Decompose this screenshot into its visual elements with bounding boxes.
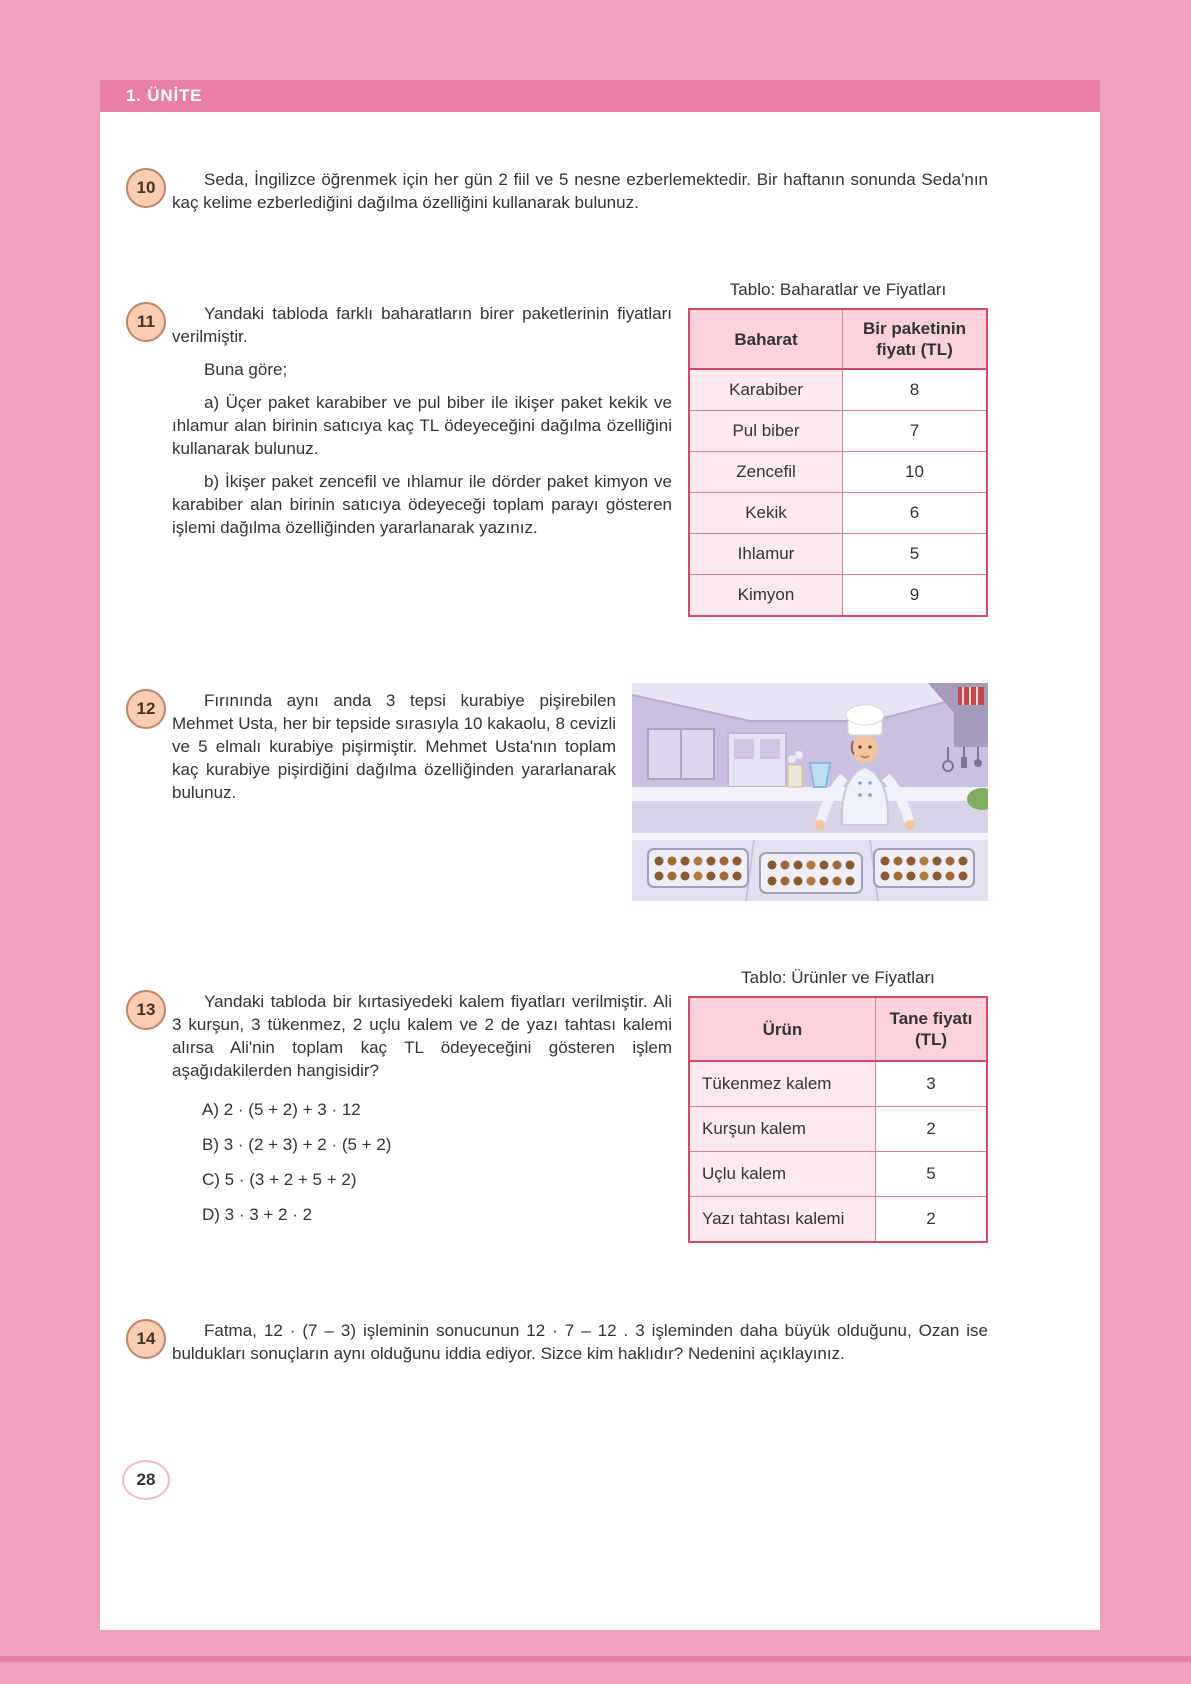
page-number-badge [122, 1460, 170, 1500]
table-row [689, 1107, 987, 1152]
question-14-number-badge [126, 1319, 166, 1359]
question-10-badge-col [126, 168, 172, 224]
column-header-spice: Baharat [689, 309, 843, 369]
question-10 [126, 168, 988, 224]
question-12-badge-col [126, 689, 172, 906]
question-11-intro: Yandaki tabloda farklı baharatların birer paketlerinin fiyatları verilmiştir. [172, 304, 672, 346]
table-header-row [689, 309, 987, 369]
column-header-unit-price: Tane fiyatı (TL) [876, 997, 988, 1061]
table-header-row [689, 997, 987, 1061]
footer-divider [0, 1656, 1191, 1662]
spice-name: Ihlamur [689, 534, 843, 575]
question-number: 13 [136, 1000, 156, 1019]
question-10-number-badge [126, 168, 166, 208]
product-price: 2 [876, 1107, 988, 1152]
spice-price: 6 [843, 493, 988, 534]
question-number: 10 [136, 178, 156, 197]
question-10-body [172, 168, 988, 224]
question-14 [126, 1319, 988, 1375]
spice-table-title: Tablo: Baharatlar ve Fiyatları [729, 280, 947, 299]
question-13-number-badge [126, 990, 166, 1030]
question-11-number-badge [126, 302, 166, 342]
question-12-row [126, 689, 988, 906]
product-price: 2 [876, 1197, 988, 1243]
question-11-part-a: a) Üçer paket karabiber ve pul biber ile ikişer paket kekik ve ıhlamur alan birinin satıcıya kaç TL ödeyeceğini dağılma özelliğini kullanarak bulunuz. [172, 393, 672, 458]
question-14-text: Fatma, 12 · (7 – 3) işleminin sonucunun 12 · 7 – 12 . 3 işleminden daha büyük olduğunu, Ozan ise buldukları sonuçların aynı olduğunu iddia ediyor. Sizce kim haklıdır? Nedenini açıklayınız. [172, 1321, 988, 1363]
baker-illustration [632, 683, 988, 901]
question-number: 12 [136, 699, 156, 718]
question-12-number-badge [126, 689, 166, 729]
product-price: 5 [876, 1152, 988, 1197]
pen-table-panel [688, 968, 988, 1243]
question-11-lead: Buna göre; [204, 360, 288, 379]
question-12 [126, 689, 616, 906]
spice-price-table [688, 308, 988, 617]
question-11-part-b: b) İkişer paket zencefil ve ıhlamur ile dörder paket kimyon ve karabiber alan birinin satıcıya ödeyeceği toplam parayı gösteren işlemi dağılma özelliğinden yararlanarak yazınız. [172, 472, 672, 537]
spice-price: 9 [843, 575, 988, 617]
spice-name: Kimyon [689, 575, 843, 617]
column-header-product: Ürün [689, 997, 876, 1061]
question-13 [126, 990, 672, 1243]
question-11-badge-col [126, 302, 172, 617]
spice-price: 7 [843, 411, 988, 452]
table-row [689, 411, 987, 452]
option-d: D) 3 · 3 + 2 · 2 [202, 1205, 313, 1224]
question-number: 11 [137, 312, 155, 331]
product-price: 3 [876, 1061, 988, 1107]
table-row [689, 452, 987, 493]
table-row [689, 493, 987, 534]
spice-name: Zencefil [689, 452, 843, 493]
question-12-text: Fırınında aynı anda 3 tepsi kurabiye pişirebilen Mehmet Usta, her bir tepside sırasıyla 10 kakaolu, 8 cevizli ve 5 elmalı kurabiye pişirmiştir. Mehmet Usta'nın toplam kaç kurabiye pişirdiğini dağılma özelliğinden yararlanarak bulunuz. [172, 691, 616, 802]
answer-options [172, 1098, 672, 1226]
table-row [689, 1152, 987, 1197]
question-11-body [172, 302, 672, 617]
question-14-badge-col [126, 1319, 172, 1375]
unit-title: 1. ÜNİTE [126, 86, 203, 105]
question-11-row [126, 280, 988, 617]
textbook-page [100, 112, 1100, 1630]
spice-price: 10 [843, 452, 988, 493]
table-row [689, 1061, 987, 1107]
unit-header-bar [100, 80, 1100, 112]
question-14-body [172, 1319, 988, 1375]
page-number: 28 [136, 1470, 156, 1489]
spice-table-panel [688, 280, 988, 617]
table-row [689, 369, 987, 411]
table-row [689, 575, 987, 617]
spice-name: Karabiber [689, 369, 843, 411]
spice-name: Kekik [689, 493, 843, 534]
option-a: A) 2 · (5 + 2) + 3 · 12 [202, 1100, 361, 1119]
question-10-text: Seda, İngilizce öğrenmek için her gün 2 fiil ve 5 nesne ezberlemektedir. Bir haftanın sonunda Seda'nın kaç kelime ezberlediğini dağılma özelliğini kullanarak bulunuz. [172, 170, 988, 212]
column-header-price: Bir paketinin fiyatı (TL) [843, 309, 988, 369]
question-11 [126, 302, 672, 617]
question-13-row [126, 968, 988, 1243]
spice-price: 5 [843, 534, 988, 575]
pen-table-title: Tablo: Ürünler ve Fiyatları [741, 968, 935, 987]
table-row [689, 1197, 987, 1243]
product-name: Yazı tahtası kalemi [689, 1197, 876, 1243]
product-name: Uçlu kalem [689, 1152, 876, 1197]
pen-price-table [688, 996, 988, 1243]
question-13-badge-col [126, 990, 172, 1243]
spice-price: 8 [843, 369, 988, 411]
question-13-text: Yandaki tabloda bir kırtasiyedeki kalem fiyatları verilmiştir. Ali 3 kurşun, 3 tükenmez, 2 uçlu kalem ve 2 de yazı tahtası kalemi alırsa Ali'nin toplam kaç TL ödeyeceğini gösteren işlem aşağıdakilerden hangisidir? [172, 992, 672, 1080]
product-name: Kurşun kalem [689, 1107, 876, 1152]
baker-illustration-panel [632, 683, 988, 906]
spice-name: Pul biber [689, 411, 843, 452]
option-c: C) 5 · (3 + 2 + 5 + 2) [202, 1170, 357, 1189]
table-row [689, 534, 987, 575]
product-name: Tükenmez kalem [689, 1061, 876, 1107]
option-b: B) 3 · (2 + 3) + 2 · (5 + 2) [202, 1135, 392, 1154]
question-number: 14 [136, 1329, 156, 1348]
question-13-body [172, 990, 672, 1243]
question-12-body [172, 689, 616, 906]
